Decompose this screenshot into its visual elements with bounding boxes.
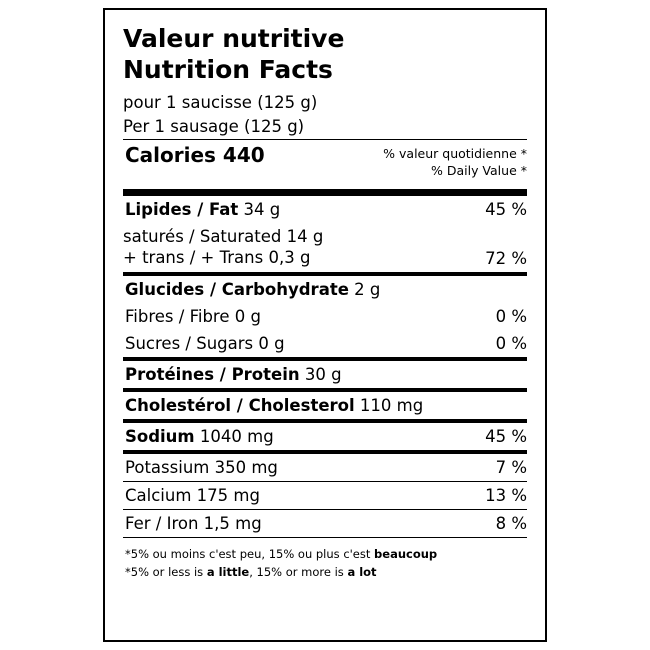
divider-thick-calories xyxy=(123,189,527,196)
row-iron xyxy=(123,510,527,537)
row-iron-label: Fer / Iron 1,5 mg xyxy=(125,513,262,533)
row-cholesterol-label-rest: 110 mg xyxy=(354,395,424,415)
footnote-french xyxy=(125,545,527,563)
row-sodium-dv: 45 % xyxy=(485,426,527,446)
calories-row xyxy=(123,140,527,182)
row-calcium-dv: 13 % xyxy=(485,485,527,505)
row-trans-label: + trans / + Trans 0,3 g xyxy=(123,247,311,267)
row-protein-label-rest: 30 g xyxy=(299,364,342,384)
row-potassium xyxy=(123,454,527,481)
row-iron-dv: 8 % xyxy=(495,513,527,533)
row-sugars-label: Sucres / Sugars 0 g xyxy=(125,333,285,353)
footnote-english xyxy=(125,563,527,581)
row-sugars xyxy=(123,330,527,357)
row-fibre xyxy=(123,303,527,330)
row-sodium xyxy=(123,423,527,450)
row-potassium-label: Potassium 350 mg xyxy=(125,457,278,477)
serving-size-english: Per 1 sausage (125 g) xyxy=(123,116,305,136)
row-fat-label xyxy=(123,200,280,219)
row-fat xyxy=(123,196,527,223)
footnote-english-emphasis-2: a lot xyxy=(347,564,377,579)
row-carbohydrate xyxy=(123,276,527,303)
serving-size-french: pour 1 saucisse (125 g) xyxy=(123,93,318,112)
row-saturated-trans-dv: 72 % xyxy=(485,248,527,268)
row-cholesterol-label-bold: Cholestérol / Cholesterol xyxy=(125,395,355,415)
daily-value-header-english: % Daily Value * xyxy=(430,162,527,178)
calories-label: Calories 440 xyxy=(125,142,265,167)
footnote-english-pre: *5% or less is xyxy=(125,564,207,579)
row-cholesterol xyxy=(123,392,527,419)
footnote xyxy=(123,538,527,582)
row-protein-label xyxy=(123,365,342,384)
row-fat-label-bold: Lipides / Fat xyxy=(125,199,239,219)
row-sodium-label xyxy=(123,427,274,446)
row-saturated-label: saturés / Saturated 14 g xyxy=(123,226,324,246)
row-cholesterol-label xyxy=(123,396,423,415)
row-carbohydrate-label-bold: Glucides / Carbohydrate xyxy=(125,279,349,299)
row-fibre-label: Fibres / Fibre 0 g xyxy=(125,306,261,326)
row-protein-label-bold: Protéines / Protein xyxy=(125,364,300,384)
title-french: Valeur nutritive xyxy=(123,24,345,53)
nutrition-facts-panel xyxy=(103,8,547,642)
daily-value-header xyxy=(383,143,527,180)
row-potassium-dv: 7 % xyxy=(495,457,527,477)
footnote-french-emphasis: beaucoup xyxy=(374,546,438,561)
row-protein xyxy=(123,361,527,388)
row-saturated-trans-labels xyxy=(123,226,323,268)
row-carbohydrate-label xyxy=(123,280,380,299)
row-fibre-dv: 0 % xyxy=(495,306,527,326)
row-fat-label-rest: 34 g xyxy=(238,199,281,219)
daily-value-header-french: % valeur quotidienne * xyxy=(383,145,527,161)
row-sugars-dv: 0 % xyxy=(495,333,527,353)
row-calcium-label: Calcium 175 mg xyxy=(125,485,260,505)
footnote-french-pre: *5% ou moins c'est peu, 15% ou plus c'est xyxy=(125,546,375,561)
row-sodium-label-bold: Sodium xyxy=(125,426,195,446)
footnote-english-emphasis-1: a little xyxy=(206,564,250,579)
footnote-english-mid: , 15% or more is xyxy=(249,564,348,579)
title-english: Nutrition Facts xyxy=(123,54,333,84)
row-calcium xyxy=(123,482,527,509)
row-carbohydrate-label-rest: 2 g xyxy=(348,279,381,299)
row-saturated-trans xyxy=(123,223,527,272)
row-fat-dv: 45 % xyxy=(485,199,527,219)
row-sodium-label-rest: 1040 mg xyxy=(194,426,274,446)
